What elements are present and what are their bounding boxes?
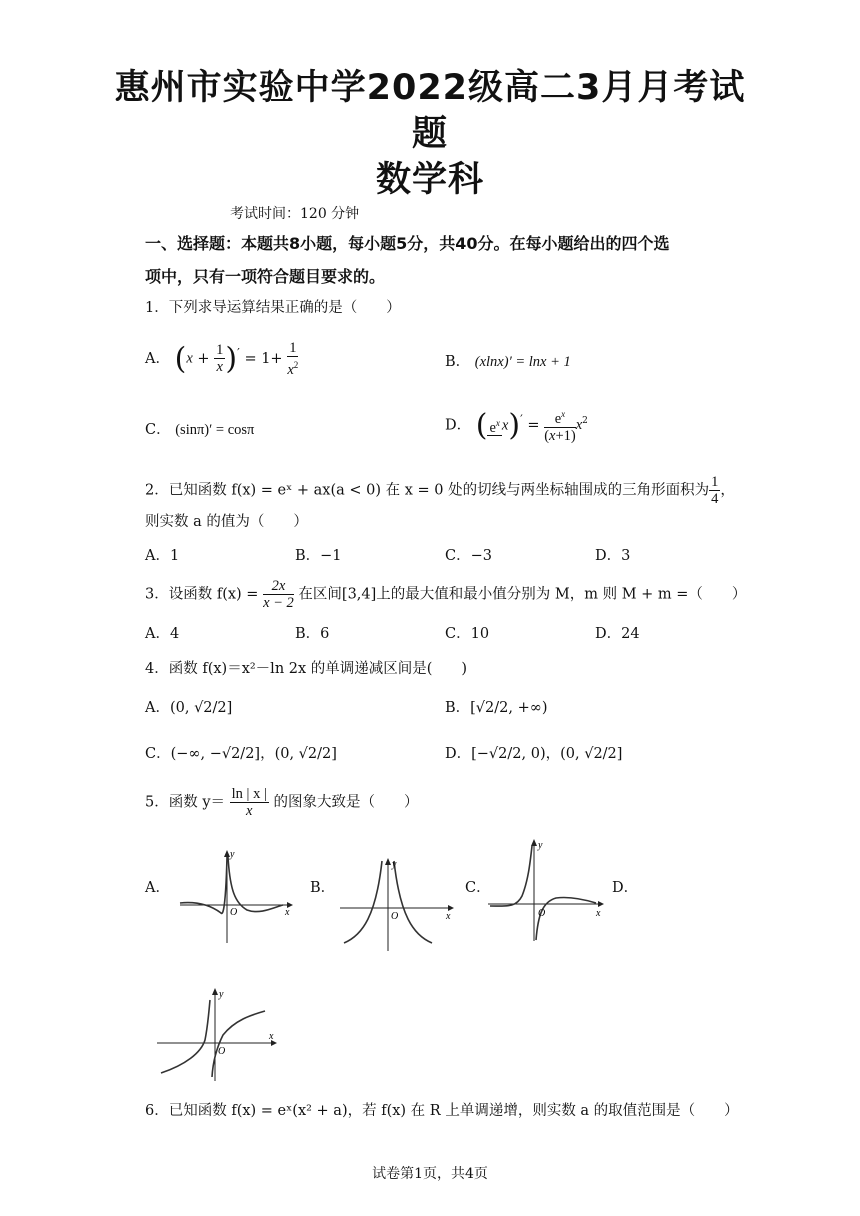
q2-frac-numerator: 1 [711, 474, 719, 490]
q4-option-c: C．(−∞, −√2/2]，(0, √2/2] [145, 746, 337, 762]
graph-b-x-label: x [446, 911, 451, 922]
q3-option-b: B．6 [295, 626, 330, 642]
subject-title: 数学科 [375, 160, 484, 200]
q1-option-b-label: B． [445, 354, 471, 370]
q2-option-c: C．−3 [445, 548, 492, 564]
q5-label-d: D． [612, 880, 639, 896]
page-footer: 试卷第1页，共4页 [372, 1166, 488, 1182]
q5-graph-b [338, 855, 458, 955]
q1-option-c [145, 418, 254, 439]
q3-stem [145, 578, 746, 611]
graph-a-y-label: y [230, 849, 235, 860]
q5-graph-a [175, 845, 295, 945]
graph-c-origin: O [538, 908, 546, 919]
q1-option-d-label: D． [445, 417, 472, 434]
q3-option-a: A．4 [145, 626, 180, 642]
q5-graph-d [155, 985, 280, 1085]
q1-option-a-label: A． [145, 350, 170, 367]
q2-stem-a: 2．已知函数 f(x) = eˣ + ax(a < 0) 在 x = 0 处的切线与两坐标轴围成的三角形面积为 [145, 482, 710, 499]
q1-option-b-expr: (xlnx)′ = lnx + 1 [474, 354, 571, 370]
q5-stem-a: 5．函数 y＝ [145, 794, 226, 811]
section1-intro-line2: 项中，只有一项符合题目要求的。 [145, 267, 386, 286]
q2-option-b: B．−1 [295, 548, 342, 564]
q5-stem [145, 786, 418, 819]
q4-option-a: A．(0, √2/2] [145, 700, 233, 716]
q3-stem-a: 3．设函数 f(x) = [145, 586, 259, 603]
q2-stem-line1 [145, 474, 735, 507]
graph-d-origin: O [218, 1046, 226, 1057]
q1-option-a: A． (x + $\frac{1}{x}$ )′ = 1+ $\frac{1}{x^2}$ [145, 340, 299, 378]
q5-label-a: A． [145, 880, 170, 896]
q1-option-c-label: C． [145, 422, 171, 438]
graph-c-x-label: x [596, 908, 601, 919]
graph-d-y-label: y [219, 989, 224, 1000]
q2-option-d: D．3 [595, 548, 631, 564]
exam-title-line1: 惠州市实验中学2022级高二3月月考试 [114, 68, 746, 108]
q1-option-d: D． ( $e^x$ x)′ = $e^x$ $(x+1)x^2$ [445, 407, 588, 444]
exam-title-line2: 题 [411, 114, 448, 154]
q4-option-d: D．[−√2/2, 0)，(0, √2/2] [445, 746, 623, 762]
q2-option-a: A．1 [145, 548, 180, 564]
q2-frac-denominator: 4 [711, 491, 719, 507]
q1-option-b [445, 350, 571, 371]
q3-frac-denominator: x − 2 [263, 595, 294, 611]
q3-frac-numerator: 2x [263, 578, 294, 595]
q1-option-c-expr: (sinπ)′ = cosπ [175, 422, 255, 438]
q2-stem-line2: 则实数 a 的值为（ ） [145, 514, 308, 530]
q5-stem-b: 的图象大致是（ ） [273, 794, 419, 811]
graph-b-origin: O [391, 911, 399, 922]
q3-option-c: C．10 [445, 626, 490, 642]
q6-stem: 6．已知函数 f(x) = eˣ(x² + a)，若 f(x) 在 R 上单调递增，则实数 a 的取值范围是（ ） [145, 1103, 739, 1119]
graph-b-y-label: y [392, 859, 397, 870]
q1-stem: 1．下列求导运算结果正确的是（ ） [145, 300, 401, 316]
q3-option-d: D．24 [595, 626, 640, 642]
graph-a-origin: O [230, 907, 238, 918]
q5-label-c: C． [465, 880, 491, 896]
q4-option-b: B．[√2/2, +∞) [445, 700, 548, 716]
section1-intro-line1: 一、选择题：本题共8小题，每小题5分，共40分。在每小题给出的四个选 [145, 234, 670, 253]
q5-frac-numerator: ln | x | [231, 786, 267, 802]
q5-graph-c [486, 836, 606, 946]
graph-a-x-label: x [285, 907, 290, 918]
graph-d-x-label: x [269, 1031, 274, 1042]
q5-frac-denominator: x [246, 803, 253, 819]
q4-stem: 4．函数 f(x)＝x²－ln 2x 的单调递减区间是( ) [145, 661, 468, 677]
exam-time: 考试时间：120 分钟 [230, 206, 360, 222]
q2-stem-tail: ， [720, 482, 735, 499]
q3-stem-b: 在区间[3,4]上的最大值和最小值分别为 M，m 则 M + m =（ ） [298, 586, 747, 603]
q5-label-b: B． [310, 880, 336, 896]
graph-c-y-label: y [538, 840, 543, 851]
